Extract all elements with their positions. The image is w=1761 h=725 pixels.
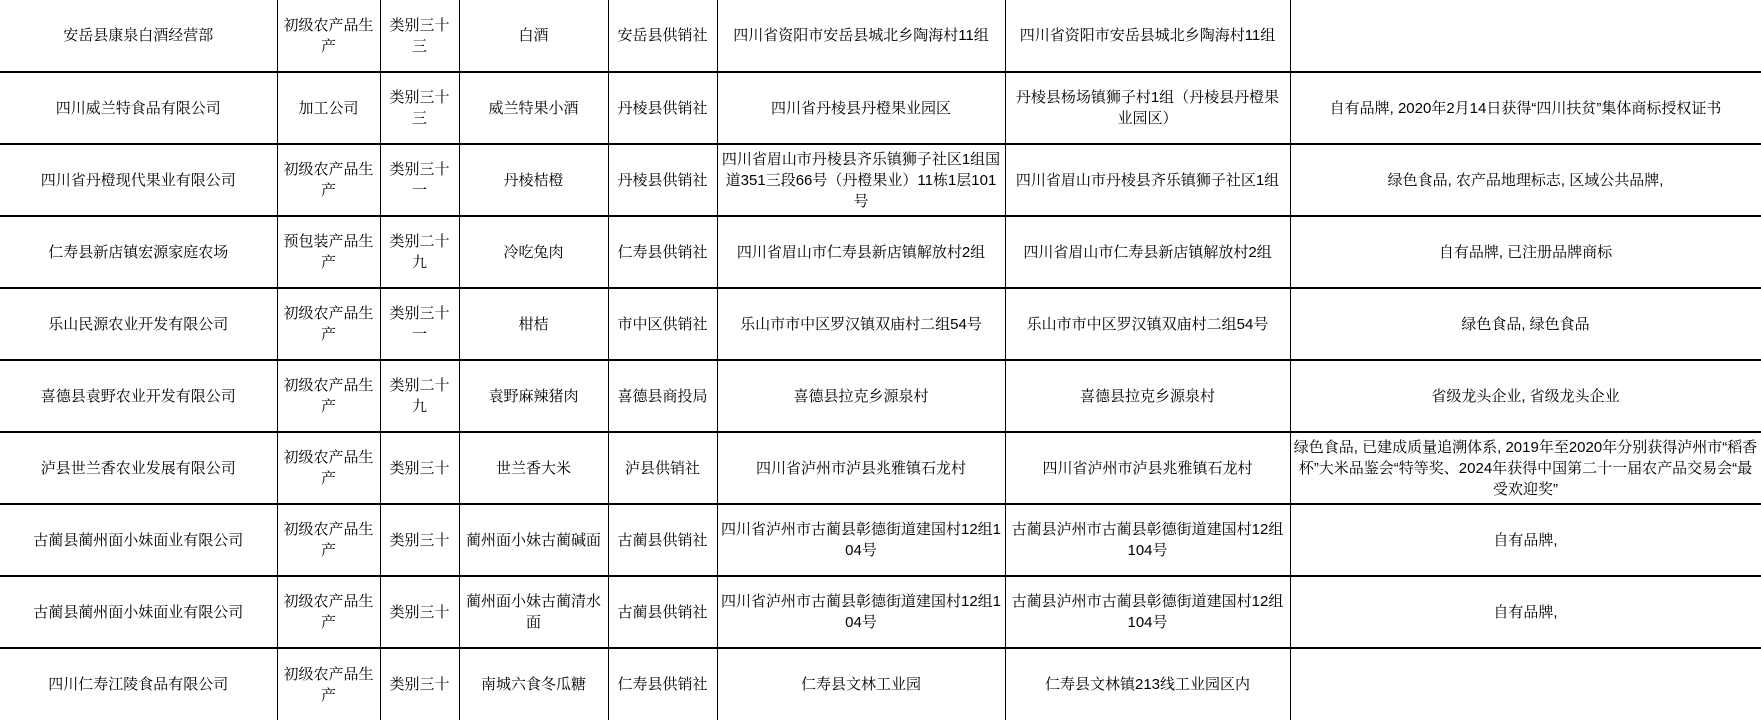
cell-address-2[interactable]: 古蔺县泸州市古蔺县彰德街道建国村12组104号 xyxy=(1005,576,1290,648)
cell-address-2[interactable]: 丹棱县杨场镇狮子村1组（丹棱县丹橙果业园区） xyxy=(1005,72,1290,144)
cell-supply-org[interactable]: 丹棱县供销社 xyxy=(608,72,717,144)
table-row xyxy=(0,576,1761,648)
cell-address-1[interactable]: 四川省丹棱县丹橙果业园区 xyxy=(717,72,1005,144)
cell-production-type[interactable]: 初级农产品生产 xyxy=(277,648,380,720)
cell-address-1[interactable]: 喜德县拉克乡源泉村 xyxy=(717,360,1005,432)
cell-brand-notes[interactable]: 绿色食品, 农产品地理标志, 区域公共品牌, xyxy=(1290,144,1761,216)
cell-company-name[interactable]: 四川威兰特食品有限公司 xyxy=(0,72,277,144)
cell-supply-org[interactable]: 市中区供销社 xyxy=(608,288,717,360)
table-row xyxy=(0,288,1761,360)
cell-product-name[interactable]: 蔺州面小妹古蔺碱面 xyxy=(459,504,608,576)
cell-production-type[interactable]: 初级农产品生产 xyxy=(277,0,380,72)
cell-address-1[interactable]: 乐山市市中区罗汉镇双庙村二组54号 xyxy=(717,288,1005,360)
table-row xyxy=(0,432,1761,504)
cell-address-2[interactable]: 仁寿县文林镇213线工业园区内 xyxy=(1005,648,1290,720)
cell-category[interactable]: 类别三十一 xyxy=(380,288,459,360)
cell-supply-org[interactable]: 仁寿县供销社 xyxy=(608,648,717,720)
cell-address-2[interactable]: 喜德县拉克乡源泉村 xyxy=(1005,360,1290,432)
cell-category[interactable]: 类别三十三 xyxy=(380,0,459,72)
cell-company-name[interactable]: 泸县世兰香农业发展有限公司 xyxy=(0,432,277,504)
cell-address-1[interactable]: 四川省眉山市丹棱县齐乐镇狮子社区1组国道351三段66号（丹橙果业）11栋1层101号 xyxy=(717,144,1005,216)
cell-address-1[interactable]: 四川省泸州市古蔺县彰德街道建国村12组104号 xyxy=(717,576,1005,648)
cell-brand-notes[interactable]: 绿色食品, 绿色食品 xyxy=(1290,288,1761,360)
cell-address-2[interactable]: 四川省资阳市安岳县城北乡陶海村11组 xyxy=(1005,0,1290,72)
cell-product-name[interactable]: 世兰香大米 xyxy=(459,432,608,504)
cell-category[interactable]: 类别三十 xyxy=(380,432,459,504)
cell-company-name[interactable]: 古蔺县蔺州面小妹面业有限公司 xyxy=(0,504,277,576)
cell-supply-org[interactable]: 安岳县供销社 xyxy=(608,0,717,72)
table-row xyxy=(0,72,1761,144)
cell-address-1[interactable]: 四川省资阳市安岳县城北乡陶海村11组 xyxy=(717,0,1005,72)
cell-production-type[interactable]: 初级农产品生产 xyxy=(277,144,380,216)
cell-brand-notes[interactable] xyxy=(1290,648,1761,720)
cell-company-name[interactable]: 仁寿县新店镇宏源家庭农场 xyxy=(0,216,277,288)
cell-product-name[interactable]: 白酒 xyxy=(459,0,608,72)
cell-company-name[interactable]: 乐山民源农业开发有限公司 xyxy=(0,288,277,360)
cell-supply-org[interactable]: 喜德县商投局 xyxy=(608,360,717,432)
cell-product-name[interactable]: 威兰特果小酒 xyxy=(459,72,608,144)
cell-supply-org[interactable]: 古蔺县供销社 xyxy=(608,576,717,648)
cell-production-type[interactable]: 加工公司 xyxy=(277,72,380,144)
cell-product-name[interactable]: 蔺州面小妹古蔺清水面 xyxy=(459,576,608,648)
cell-address-1[interactable]: 仁寿县文林工业园 xyxy=(717,648,1005,720)
cell-production-type[interactable]: 预包装产品生产 xyxy=(277,216,380,288)
cell-category[interactable]: 类别三十 xyxy=(380,576,459,648)
cell-supply-org[interactable]: 古蔺县供销社 xyxy=(608,504,717,576)
cell-production-type[interactable]: 初级农产品生产 xyxy=(277,360,380,432)
cell-product-name[interactable]: 冷吃兔肉 xyxy=(459,216,608,288)
cell-brand-notes[interactable]: 绿色食品, 已建成质量追溯体系, 2019年至2020年分别获得泸州市“稻香杯”大米品鉴会“特等奖、2024年获得中国第二十一届农产品交易会“最受欢迎奖” xyxy=(1290,432,1761,504)
cell-product-name[interactable]: 南城六食冬瓜糖 xyxy=(459,648,608,720)
cell-address-2[interactable]: 四川省眉山市丹棱县齐乐镇狮子社区1组 xyxy=(1005,144,1290,216)
cell-brand-notes[interactable]: 自有品牌, xyxy=(1290,576,1761,648)
cell-brand-notes[interactable]: 自有品牌, 已注册品牌商标 xyxy=(1290,216,1761,288)
cell-supply-org[interactable]: 丹棱县供销社 xyxy=(608,144,717,216)
cell-address-1[interactable]: 四川省眉山市仁寿县新店镇解放村2组 xyxy=(717,216,1005,288)
cell-company-name[interactable]: 喜德县袁野农业开发有限公司 xyxy=(0,360,277,432)
cell-address-2[interactable]: 乐山市市中区罗汉镇双庙村二组54号 xyxy=(1005,288,1290,360)
cell-brand-notes[interactable]: 省级龙头企业, 省级龙头企业 xyxy=(1290,360,1761,432)
cell-category[interactable]: 类别三十 xyxy=(380,504,459,576)
cell-brand-notes[interactable]: 自有品牌, 2020年2月14日获得“四川扶贫”集体商标授权证书 xyxy=(1290,72,1761,144)
cell-address-2[interactable]: 四川省眉山市仁寿县新店镇解放村2组 xyxy=(1005,216,1290,288)
table-row xyxy=(0,0,1761,72)
cell-production-type[interactable]: 初级农产品生产 xyxy=(277,504,380,576)
cell-company-name[interactable]: 四川省丹橙现代果业有限公司 xyxy=(0,144,277,216)
cell-company-name[interactable]: 安岳县康泉白酒经营部 xyxy=(0,0,277,72)
cell-address-2[interactable]: 古蔺县泸州市古蔺县彰德街道建国村12组104号 xyxy=(1005,504,1290,576)
cell-category[interactable]: 类别三十 xyxy=(380,648,459,720)
cell-production-type[interactable]: 初级农产品生产 xyxy=(277,432,380,504)
cell-company-name[interactable]: 四川仁寿江陵食品有限公司 xyxy=(0,648,277,720)
cell-address-1[interactable]: 四川省泸州市泸县兆雅镇石龙村 xyxy=(717,432,1005,504)
table-row xyxy=(0,216,1761,288)
table-row xyxy=(0,504,1761,576)
cell-company-name[interactable]: 古蔺县蔺州面小妹面业有限公司 xyxy=(0,576,277,648)
table-row xyxy=(0,648,1761,720)
cell-brand-notes[interactable] xyxy=(1290,0,1761,72)
cell-product-name[interactable]: 丹棱桔橙 xyxy=(459,144,608,216)
cell-production-type[interactable]: 初级农产品生产 xyxy=(277,576,380,648)
table-row xyxy=(0,360,1761,432)
cell-product-name[interactable]: 袁野麻辣猪肉 xyxy=(459,360,608,432)
cell-category[interactable]: 类别三十三 xyxy=(380,72,459,144)
cell-category[interactable]: 类别二十九 xyxy=(380,360,459,432)
table-row xyxy=(0,144,1761,216)
cell-category[interactable]: 类别三十一 xyxy=(380,144,459,216)
cell-brand-notes[interactable]: 自有品牌, xyxy=(1290,504,1761,576)
cell-address-1[interactable]: 四川省泸州市古蔺县彰德街道建国村12组104号 xyxy=(717,504,1005,576)
cell-supply-org[interactable]: 仁寿县供销社 xyxy=(608,216,717,288)
cell-address-2[interactable]: 四川省泸州市泸县兆雅镇石龙村 xyxy=(1005,432,1290,504)
cell-production-type[interactable]: 初级农产品生产 xyxy=(277,288,380,360)
cell-category[interactable]: 类别二十九 xyxy=(380,216,459,288)
cell-supply-org[interactable]: 泸县供销社 xyxy=(608,432,717,504)
cell-product-name[interactable]: 柑桔 xyxy=(459,288,608,360)
